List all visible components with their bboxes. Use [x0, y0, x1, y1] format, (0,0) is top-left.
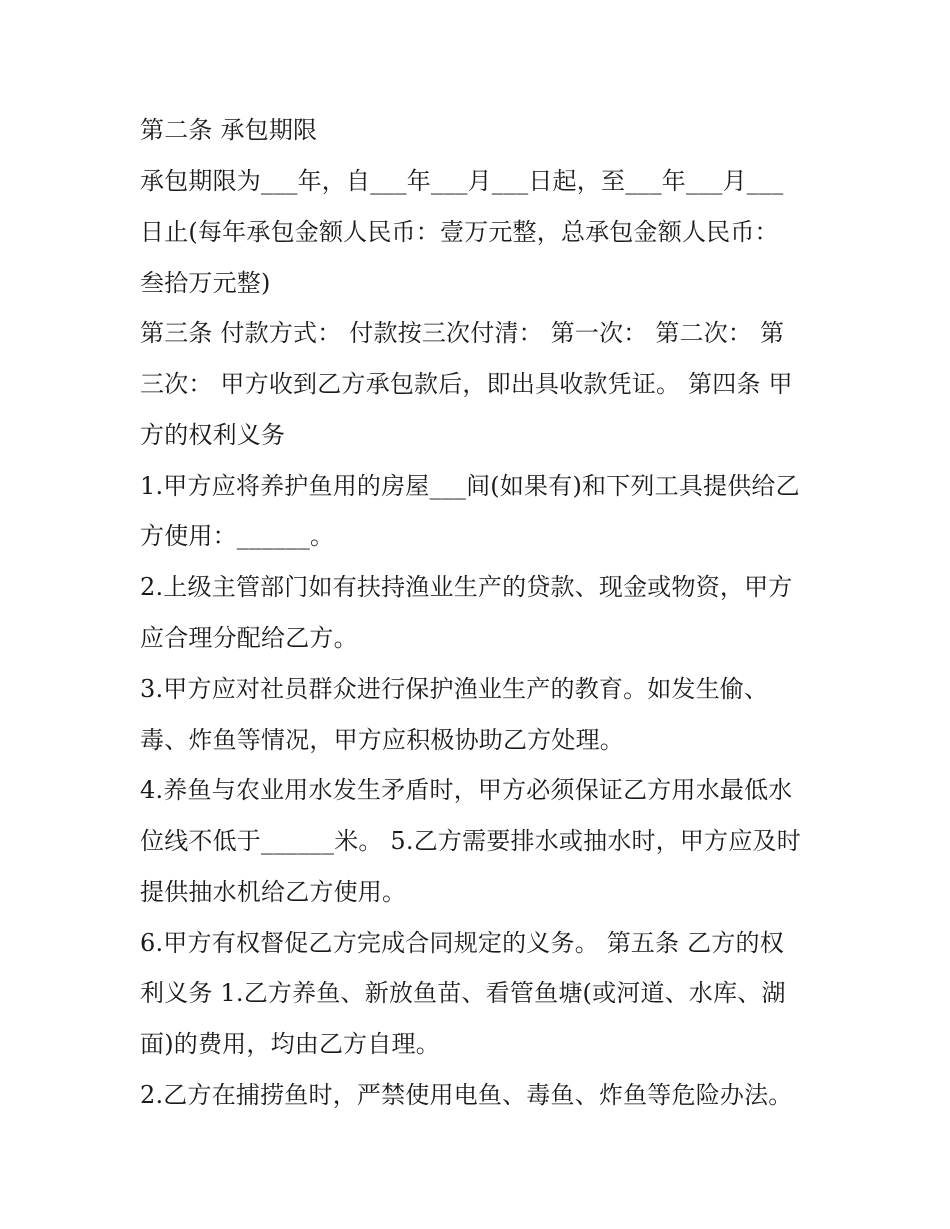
text-line: 4.养鱼与农业用水发生矛盾时，甲方必须保证乙方用水最低水 [140, 776, 793, 804]
text-line: 利义务 1.乙方养鱼、新放鱼苗、看管鱼塘(或河道、水库、湖 [140, 979, 786, 1007]
text-line: 日止(每年承包金额人民币：壹万元整，总承包金额人民币： [140, 218, 779, 246]
text-line: 提供抽水机给乙方使用。 [140, 878, 407, 906]
text-line: 1.甲方应将养护鱼用的房屋___间(如果有)和下列工具提供给乙 [140, 472, 800, 500]
text-line: 叁拾万元整) [140, 269, 271, 297]
text-line: 2.乙方在捕捞鱼时，严禁使用电鱼、毒鱼、炸鱼等危险办法。 [140, 1081, 793, 1109]
article-2-heading: 第二条 承包期限 [140, 116, 318, 144]
text-line: 方的权利义务 [140, 421, 286, 449]
text-line: 3.甲方应对社员群众进行保护渔业生产的教育。如发生偷、 [140, 675, 769, 703]
text-line: 承包期限为___年，自___年___月___日起，至___年___月___ [140, 167, 784, 195]
text-line: 面)的费用，均由乙方自理。 [140, 1030, 440, 1058]
text-line: 应合理分配给乙方。 [140, 624, 358, 652]
text-line: 毒、炸鱼等情况，甲方应积极协助乙方处理。 [140, 726, 624, 754]
text-line: 位线不低于______米。 5.乙方需要排水或抽水时，甲方应及时 [140, 827, 801, 855]
text-line: 三次： 甲方收到乙方承包款后，即出具收款凭证。 第四条 甲 [140, 370, 793, 398]
text-line: 方使用：______。 [140, 522, 335, 550]
text-line: 第三条 付款方式： 付款按三次付清： 第一次： 第二次： 第 [140, 319, 785, 347]
text-line: 2.上级主管部门如有扶持渔业生产的贷款、现金或物资，甲方 [140, 573, 793, 601]
text-line: 6.甲方有权督促乙方完成合同规定的义务。 第五条 乙方的权 [140, 929, 784, 957]
